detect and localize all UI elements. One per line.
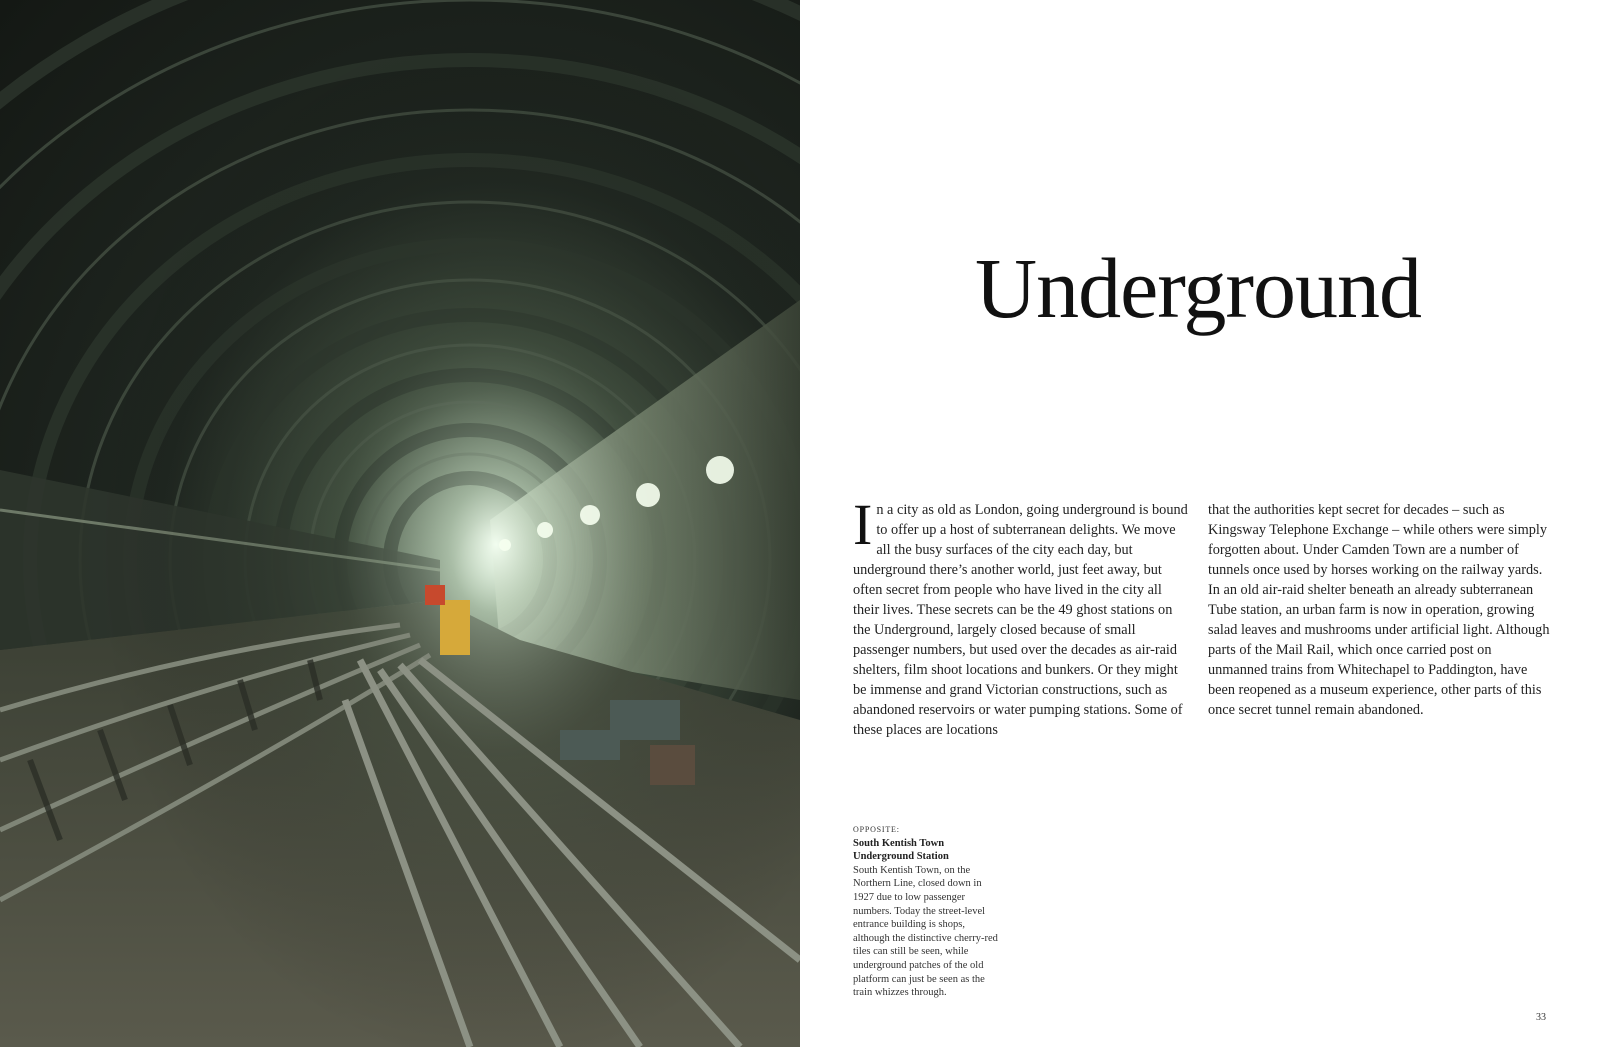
body-column-1-text: n a city as old as London, going underground is bound to offer up a host of subterranean delights. We move all the busy surfaces of the city each day, but underground there’s another world, just feet away, but often secret from people who have lived in the city all their lives. These secrets can be the 49 ghost stations on the Underground, largely closed because of small passenger numbers, but used over the decades as air-raid shelters, film shoot locations and bunkers. Or they might be immense and grand Victorian constructions, such as abandoned reservoirs or water pumping stations. Some of these places are locations: [853, 502, 1188, 738]
caption-title-line-2: Underground Station: [853, 851, 949, 863]
body-column-2: that the authorities kept secret for decades – such as Kingsway Telephone Exchange – while others were simply forgotten about. Under Camden Town are a number of tunnels once used by horses working on the railway yards. In an old air-raid shelter beneath an already subterranean Tube station, an urban farm is now in operation, growing salad leaves and mushrooms under artificial light. Although parts of the Mail Rail, which once carried post on unmanned trains from Whitechapel to Paddington, have been reopened as a museum experience, other parts of this once secret tunnel remain abandoned.: [1208, 502, 1550, 718]
photo-caption: [853, 823, 1003, 1000]
body-column-1: [853, 492, 1188, 740]
caption-label: OPPOSITE:: [853, 825, 900, 834]
caption-text: South Kentish Town, on the Northern Line, closed down in 1927 due to low passenger numbers. Today the street-level entrance building is shops, although the distinctive cherry-red tiles can still be seen, while underground patches of the old platform can just be seen as the train whizzes through.: [853, 864, 998, 999]
drop-cap: I: [853, 492, 873, 557]
page-number: 33: [1536, 1012, 1546, 1023]
page-title: Underground: [975, 240, 1422, 336]
caption-title-line-1: South Kentish Town: [853, 837, 945, 849]
